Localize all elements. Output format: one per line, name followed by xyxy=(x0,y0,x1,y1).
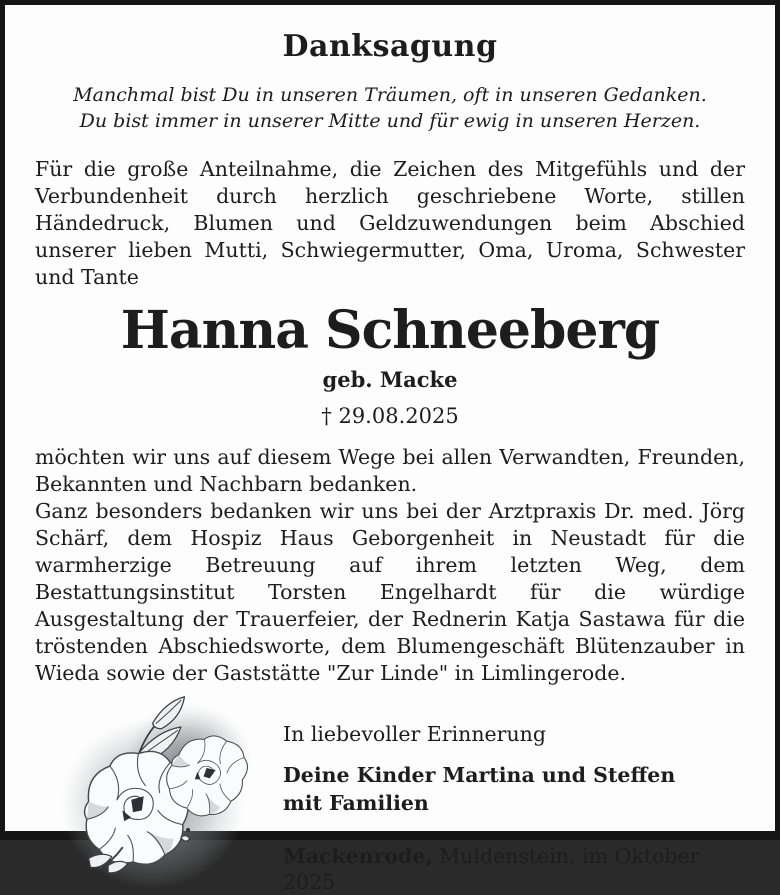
signature-block xyxy=(283,693,745,895)
place-date-line xyxy=(283,843,745,895)
family-line-1: Deine Kinder Martina und Steffen xyxy=(283,762,676,787)
deceased-name: Hanna Schneeberg xyxy=(120,300,660,361)
date-text: Muldenstein, im Oktober 2025 xyxy=(283,843,700,894)
intro-paragraph: Für die große Anteilnahme, die Zeichen des Mitgefühls und der Verbundenheit durch herzlich geschriebene Worte, stillen Händedruck, Blumen und Geldzuwendungen beim Abschied unserer lieben Mutti, Schwiegermutter, Oma, Uroma, Schwester und Tante xyxy=(35,157,745,289)
thanks-paragraph-1: möchten wir uns auf diesem Wege bei allen Verwandten, Freunden, Bekannten und Nachbarn bedanken. xyxy=(35,444,745,496)
roses-illustration xyxy=(47,695,259,877)
bottom-section xyxy=(35,693,745,895)
notice-title: Danksagung xyxy=(282,29,498,64)
place-name: Mackenrode, xyxy=(283,843,433,868)
epigraph-line-2: Du bist immer in unserer Mitte und für ewig in unseren Herzen. xyxy=(79,110,701,132)
closing-line: In liebevoller Erinnerung xyxy=(283,721,546,746)
family-line-2: mit Familien xyxy=(283,790,429,815)
thanks-paragraph-2: Ganz besonders bedanken wir uns bei der Arztpraxis Dr. med. Jörg Schärf, dem Hospiz Haus Geborgenheit in Neustadt für die warmherzige Betreuung auf ihrem letzten Weg, dem Bestattungsinstitut Torsten Engelhardt für die würdige Ausgestaltung der Trauerfeier, der Rednerin Katja Sastawa für die tröstenden Abschiedsworte, dem Blumengeschäft Blütenzauber in Wieda sowie der Gaststätte "Zur Linde" in Limlingerode. xyxy=(35,498,745,685)
epigraph-line-1: Manchmal bist Du in unseren Träumen, oft in unseren Gedanken. xyxy=(73,84,707,106)
family-lines xyxy=(283,761,745,817)
maiden-name: geb. Macke xyxy=(322,366,458,392)
death-date: † 29.08.2025 xyxy=(321,403,459,428)
epigraph xyxy=(35,82,745,134)
